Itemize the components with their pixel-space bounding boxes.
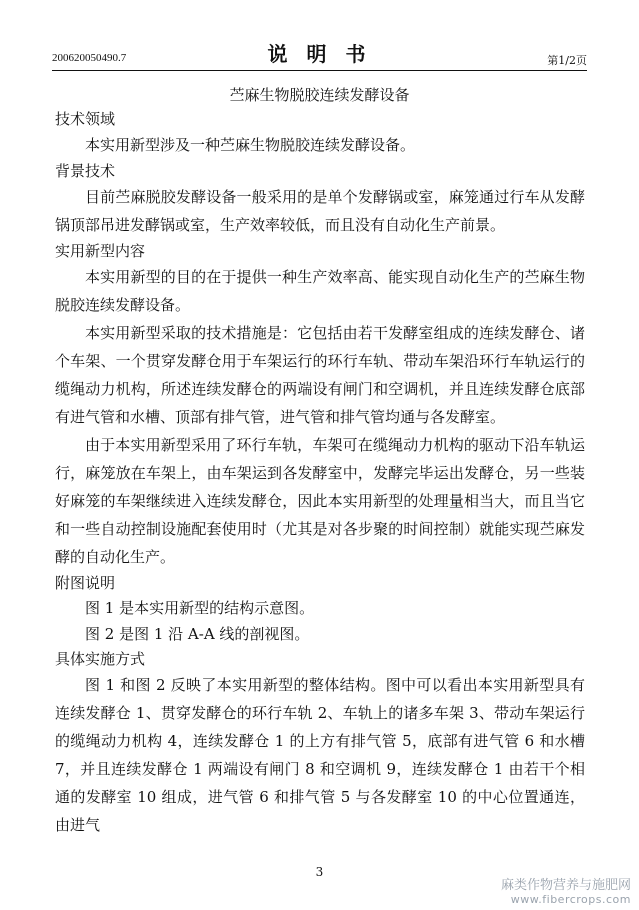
application-number: 200620050490.7 xyxy=(52,52,127,64)
paragraph: 本实用新型采取的技术措施是：它包括由若干发酵室组成的连续发酵仓、诸个车架、一个贯穿发酵仓用于车架运行的环行车轨、带动车架沿环行车轨运行的缆绳动力机构，所述连续发酵仓的两端设有闸门和空调机，并且连续发酵仓底部有进气管和水槽、顶部有排气管，进气管和排气管均通与各发酵室。 xyxy=(55,324,585,426)
section-title-embodiment: 具体实施方式 xyxy=(55,650,146,668)
page-number: 3 xyxy=(315,865,324,879)
section-title-technical-field: 技术领域 xyxy=(55,110,116,128)
document-body xyxy=(55,107,585,839)
paragraph: 图 2 是图 1 沿 A-A 线的剖视图。 xyxy=(85,625,310,643)
invention-title: 苎麻生物脱胶连续发酵设备 xyxy=(229,86,410,104)
section-title-background: 背景技术 xyxy=(55,162,116,180)
watermark-url: www.fibercrops.com xyxy=(510,893,631,906)
paragraph: 图 1 和图 2 反映了本实用新型的整体结构。图中可以看出本实用新型具有连续发酵仓 1、贯穿发酵仓的环行车轨 2、车轨上的诸多车架 3、带动车架运行的缆绳动力机构 4，连续发酵仓 1 的上方有排气管 5，底部有进气管 6 和水槽 7，并且连续发酵仓 1 两端设有闸门 8 和空调机 9，连续发酵仓 1 由若干个相通的发酵室 10 组成，进气管 6 和排气管 5 与各发酵室 10 的中心位置通连，由进气 xyxy=(55,676,585,834)
section-title-drawings: 附图说明 xyxy=(55,574,116,592)
document-header xyxy=(52,38,587,68)
header-divider xyxy=(52,70,587,71)
page-indicator: 第1/2页 xyxy=(547,54,587,67)
paragraph: 本实用新型的目的在于提供一种生产效率高、能实现自动化生产的苎麻生物脱胶连续发酵设备。 xyxy=(55,268,585,314)
paragraph: 图 1 是本实用新型的结构示意图。 xyxy=(85,599,315,617)
paragraph: 由于本实用新型采用了环行车轨，车架可在缆绳动力机构的驱动下沿车轨运行，麻笼放在车架上，由车架运到各发酵室中，发酵完毕运出发酵仓，另一些装好麻笼的车架继续进入连续发酵仓，因此本实用新型的处理量相当大，而且当它和一些自动控制设施配套使用时（尤其是对各步聚的时间控制）就能实现苎麻发酵的自动化生产。 xyxy=(55,436,585,566)
paragraph: 目前苎麻脱胶发酵设备一般采用的是单个发酵锅或室，麻笼通过行车从发酵锅顶部吊进发酵锅或室，生产效率较低，而且没有自动化生产前景。 xyxy=(55,188,585,234)
watermark-text: 麻类作物营养与施肥网 xyxy=(500,878,631,893)
document-type-title: 说 明 书 xyxy=(267,42,372,66)
watermark xyxy=(501,878,631,906)
section-title-content: 实用新型内容 xyxy=(55,242,146,260)
paragraph: 本实用新型涉及一种苎麻生物脱胶连续发酵设备。 xyxy=(85,136,416,154)
